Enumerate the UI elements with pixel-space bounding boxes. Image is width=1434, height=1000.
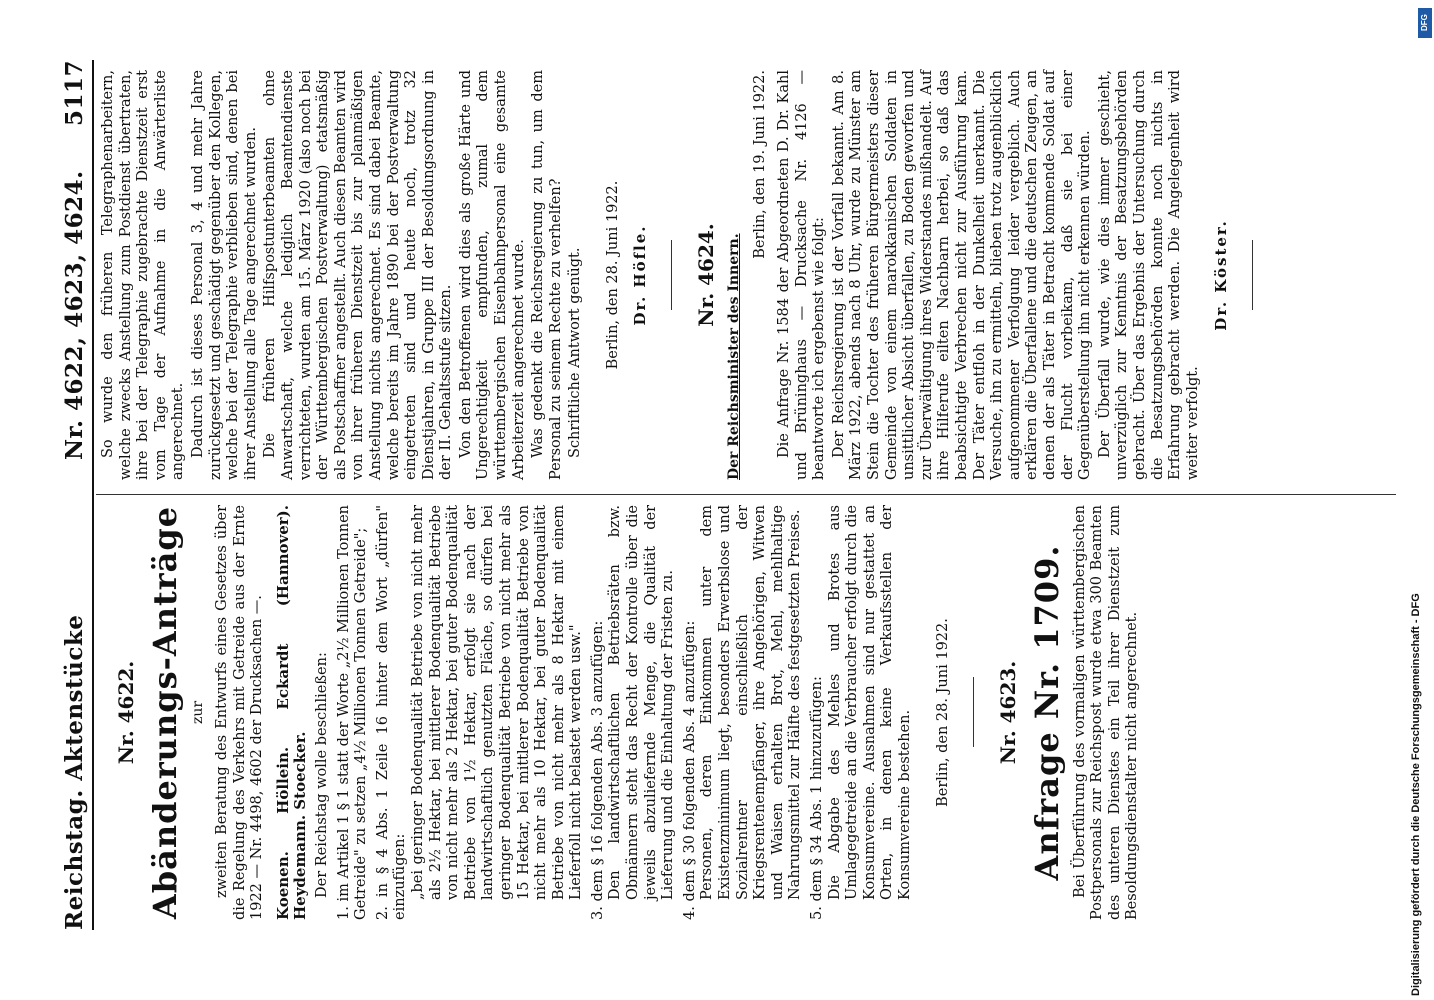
inquiry-title: Anfrage Nr. 1709.	[1027, 544, 1066, 881]
amendment-title: Abänderungs-Anträge	[146, 505, 184, 920]
nr-4624-heading: Nr. 4624.	[694, 223, 719, 327]
inquiry-paragraph: So wurde den früheren Telegraphenarbeitern, welche zwecks Anstellung zum Postdienst übertraten, ihre bei der Telegraphie zugebrachte Dienstzeit erst vom Tage der Aufnahme in die Anwärterliste angerechnet.	[100, 70, 187, 480]
nr-4623-date: Berlin, den 28. Juni 1922.	[605, 180, 622, 370]
header-middle: Nr. 4622, 4623, 4624.	[61, 170, 88, 460]
nr-4624-date: Berlin, den 19. Juni 1922.	[752, 70, 769, 259]
inquiry-paragraph: Dadurch ist dieses Personal 3, 4 und mehr Jahre zurückgesetzt und geschädigt gegenüber den Kollegen, welche bei der Telegraphie verblieben sind, denen bei ihrer Anstellung alle Tage angerechnet wurden.	[189, 69, 259, 480]
ministry-heading: Der Reichsminister des Innern.	[726, 233, 743, 480]
nr-4622-date: Berlin, den 28. Juni 1922.	[934, 618, 951, 807]
section-rule	[1252, 240, 1253, 310]
answer-paragraph: Der Reichsregierung ist der Vorfall bekannt. Am 8. März 1922, abends nach 8 Uhr, wurde zu Münster am Stein die Tochter des früheren Bürgermeisters dieser Gemeinde von einem marokkanischen Soldaten in unsittlicher Absicht überfallen, zu Boden geworfen und zur Überwältigung ihres Widerstandes mißhandelt. Auf ihre Hilferufe eilten Nachbarn herbei, so daß das beabsichtigte Verbrechen nicht zur Ausführung kam. Der Täter entfloh in der Dunkelheit unerkannt. Die Versuche, ihn zu ermitteln, blieben trotz augenblicklich aufgenommener Verfolgung leider vergeblich. Auch erklären die Überfallene und die deutschen Zeugen, an denen der als Täter in Betracht kommende Soldat auf der Flucht vorbeikam, daß sie bei einer Gegenüberstellung ihn nicht erkennen würden.	[830, 70, 1094, 480]
left-column	[100, 505, 1410, 920]
inquiry-paragraph: Schriftliche Antwort genügt.	[567, 247, 584, 458]
right-column	[100, 70, 1410, 480]
dfg-logo-badge: DFG	[1418, 8, 1432, 38]
inquiry-paragraph: Von den Betroffenen wird dies als große Härte und Ungerechtigkeit empfunden, zumal dem württembergischen Eisenbahnpersonal eine gesamte Arbeiterzeit angerechnet wurde.	[457, 70, 527, 480]
amendment-intro: Der Reichstag wolle beschließen:	[313, 652, 330, 898]
amendment-item-text: Personen, deren Einkommen unter dem Existenzminimum liegt, besonders Erwerbslose und Sozialrentner einschließlich der Kriegsrentenempfänger, ihre Angehörigen, Witwen und Waisen erhalten Brot, Mehl, mehlhaltige Nahrungsmittel zur Hälfte des festgesetzten Preises.	[699, 505, 804, 900]
page-number: 5117	[61, 60, 88, 127]
amendment-item: 5. dem § 34 Abs. 1 hinzuzufügen:	[809, 676, 825, 920]
amendment-item: 2. in § 4 Abs. 1 Zeile 16 hinter dem Wort „dürfen" einzufügen:	[374, 505, 409, 920]
amendment-item-text: „bei geringer Bodenqualität Betriebe von nicht mehr als 2½ Hektar, bei mittlerer Bodenqualität Betriebe von nicht mehr als 2 Hektar, bei guter Bodenqualität Betriebe von 1½ Hektar, erfolgt sie nach der landwirtschaftlich genutzten Fläche, so dürfen bei geringer Bodenqualität Betriebe von nicht mehr als 15 Hektar, bei mittlerer Bodenqualität Betriebe von nicht mehr als 10 Hektar, bei guter Bodenqualität Betriebe von nicht mehr als 8 Hektar mit einem Lieferfoll nicht belastet werden usw."	[409, 505, 585, 900]
inquiry-text: Bei Überführung des vormaligen württembergischen Postpersonals zur Reichspost wurde etwa 300 Beamten des unteren Dienstes ein Teil ihrer Dienstzeit zum Besoldungsdienstalter nicht angerechnet.	[1071, 505, 1141, 920]
answer-paragraph: Der Überfall wurde, wie dies immer geschieht, unverzüglich zur Kenntnis der Besatzungsbehörden gebracht. Über das Ergebnis der Untersuchung durch die Besatzungsbehörden konnte noch nichts in Erfahrung gebracht werden. Die Angelegenheit wird weiter verfolgt.	[1096, 70, 1201, 480]
nr-4623-heading: Nr. 4623.	[995, 660, 1020, 765]
signature-koester: Dr. Köster.	[1212, 219, 1231, 331]
amendment-item: 4. dem § 30 folgenden Abs. 4 anzufügen:	[681, 620, 698, 920]
answer-paragraph: Die Anfrage Nr. 1584 der Abgeordneten D. Dr. Kahl und Brüninghaus — Drucksache Nr. 4126 — beantworte ich ergebenst wie folgt:	[776, 70, 828, 480]
amendment-item: 3. dem § 16 folgenden Abs. 3 anzufügen:	[589, 620, 606, 920]
section-rule	[973, 678, 974, 748]
amendment-subject: zweiten Beratung des Entwurfs eines Gesetzes über die Regelung des Verkehrs mit Getreide aus der Ernte 1922 — Nr. 4498, 4602 der Drucksachen —.	[214, 505, 266, 920]
digitization-sidebar	[1404, 0, 1430, 1000]
column-divider	[96, 494, 1396, 495]
nr-4622-heading: Nr. 4622.	[114, 660, 138, 765]
zur-label: zur	[190, 700, 206, 725]
signature-hoefle: Dr. Höfle.	[631, 224, 650, 326]
section-rule	[671, 240, 672, 310]
amendment-item-text: Den landwirtschaftlichen Betriebsräten bzw. Obmännern steht das Recht der Kontrolle über die jeweils abzuliefernde Menge, die Qualität der Lieferung und die Einhaltung der Fristen zu.	[607, 505, 677, 900]
digitization-note: Digitalisierung gefördert durch die Deutsche Forschungsgemeinschaft - DFG	[1410, 593, 1422, 996]
proposers: Koenen. Höllein. Eckardt (Hannover). Heydemann. Stoecker.	[273, 505, 310, 920]
inquiry-paragraph: Die früheren Hilfspostunterbeamten ohne Anwartschaft, welche lediglich Beamtendienste verrichteten, wurden am 15. März 1920 (also noch bei der Württembergischen Postverwaltung) etatsmäßig als Postschaffner angestellt. Auch diesen Beamten wird von ihrer früheren Dienstzeit bis zur planmäßigen Anstellung nichts angerechnet. Es sind dabei Beamte, welche bereits im Jahre 1890 bei der Postverwaltung eingetreten sind und heute noch, trotz 32 Dienstjahren, in Gruppe III der Besoldungsordnung in der II. Gehaltsstufe sitzen.	[262, 70, 455, 480]
page-header	[52, 60, 94, 930]
header-left: Reichstag. Aktenstücke	[61, 614, 88, 930]
inquiry-paragraph: Was gedenkt die Reichsregierung zu tun, um dem Personal zu seinem Rechte zu verhelfen?	[530, 70, 564, 480]
amendment-item: 1. im Artikel 1 § 1 statt der Worte „2½ Millionen Tonnen Getreide" zu setzen „4½ Millionen Tonnen Getreide";	[335, 505, 370, 920]
amendment-item-text: Die Abgabe des Mehles und Brotes aus Umlagegetreide an die Verbraucher erfolgt durch die Konsumvereine. Ausnahmen sind nur gestattet an Orten, in denen keine Verkaufsstellen der Konsumvereine bestehen.	[826, 505, 913, 900]
